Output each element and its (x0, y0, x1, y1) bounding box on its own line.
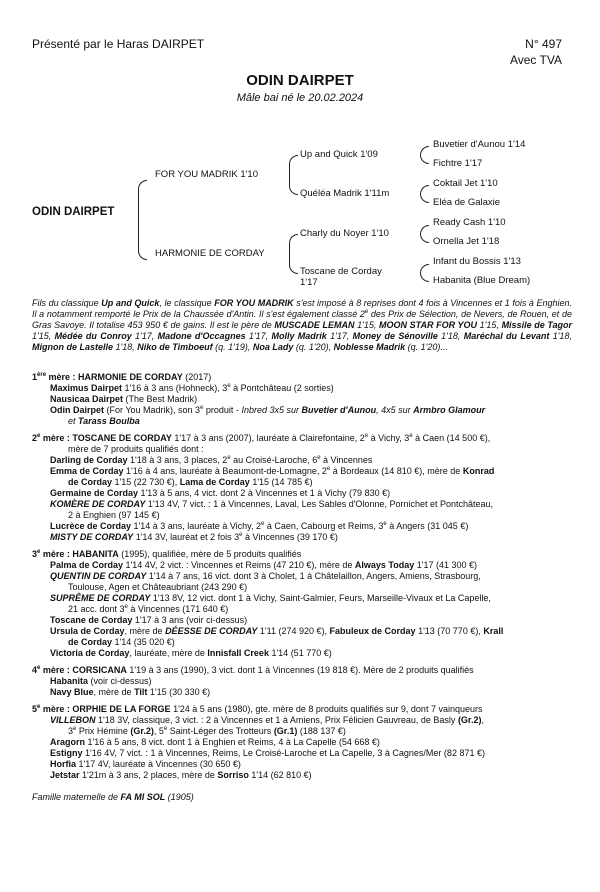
list-item: 3e Prix Hémine (Gr.2), 5e Saint-Léger des Trotteurs (Gr.1) (188 137 €) (68, 726, 346, 736)
dam1-heading: 1ère mère : HARMONIE DE CORDAY (2017) (32, 372, 212, 382)
pedigree-brace (420, 185, 429, 203)
list-item: Toulouse, Agen et Châteaubriant (243 290 €) (68, 582, 248, 592)
list-item: 21 acc. dont 3e à Vincennes (171 640 €) (68, 604, 229, 614)
presenter-text: Présenté par le Haras DAIRPET (32, 37, 205, 51)
pedigree-ssd: Fichtre 1'17 (433, 158, 483, 169)
pedigree-dsd: Ornella Jet 1'18 (433, 236, 500, 247)
pedigree-dam: HARMONIE DE CORDAY (155, 248, 265, 259)
pedigree-brace (420, 225, 429, 243)
list-item: Palma de Corday 1'14 4V, 2 vict. : Vincennes et Reims (47 210 €), mère de Always Today 1'17 (41 300 €) (50, 560, 478, 570)
horse-name: ODIN DAIRPET (246, 72, 354, 89)
dam2-heading: 2e mère : TOSCANE DE CORDAY 1'17 à 3 ans (2007), lauréate à Clairefontaine, 2e à Vichy, 3e à Caen (14 500 €), (32, 433, 491, 443)
list-item: Horfia 1'17 4V, lauréate à Vincennes (30 650 €) (50, 759, 241, 769)
list-item: Odin Dairpet (For You Madrik), son 3e produit - Inbred 3x5 sur Buvetier d'Aunou, 4x5 sur Armbro Glamour (50, 405, 486, 415)
maternal-family: Famille maternelle de FA MI SOL (1905) (32, 792, 194, 802)
list-item: de Corday 1'14 (35 020 €) (68, 637, 175, 647)
list-item: Nausicaa Dairpet (The Best Madrik) (50, 394, 198, 404)
list-item: Aragorn 1'16 à 5 ans, 8 vict. dont 1 à Enghien et Reims, 4 à La Capelle (54 668 €) (50, 737, 380, 747)
pedigree-sss: Buvetier d'Aunou 1'14 (433, 139, 526, 150)
pedigree-sire-dam: Quéléa Madrik 1'11m (300, 188, 390, 199)
list-item: Jetstar 1'21m à 3 ans, 2 places, mère de Sorriso 1'14 (62 810 €) (50, 770, 312, 780)
list-item: VILLEBON 1'18 3V, classique, 3 vict. : 2 à Vincennes et 1 à Amiens, Prix Félicien Gauvreau, de Basly (Gr.2), (50, 715, 484, 725)
pedigree-brace (420, 264, 429, 282)
pedigree-brace (289, 234, 298, 274)
list-item: Toscane de Corday 1'17 à 3 ans (voir ci-dessus) (50, 615, 248, 625)
dam5-heading: 5e mère : ORPHIE DE LA FORGE 1'24 à 5 ans (1980), gte. mère de 8 produits qualifiés sur 9, dont 7 vainqueurs (32, 704, 483, 714)
pedigree-dam-sire: Charly du Noyer 1'10 (300, 228, 389, 239)
list-item: Ursula de Corday, mère de DÉESSE DE CORDAY 1'11 (274 920 €), Fabuleux de Corday 1'13 (70 770 €), Krall (50, 626, 504, 636)
pedigree-subject: ODIN DAIRPET (32, 206, 115, 218)
list-item: et Tarass Boulba (68, 416, 140, 426)
list-item: Victoria de Corday, lauréate, mère de Innisfall Creek 1'14 (51 770 €) (50, 648, 332, 658)
list-item: Estigny 1'16 4V, 7 vict. : 1 à Vincennes, Reims, Le Croisé-Laroche et La Capelle, 3 à Cagnes/Mer (82 871 €) (50, 748, 485, 758)
list-item: Darling de Corday 1'18 à 3 ans, 3 places, 2e au Croisé-Laroche, 6e à Vincennes (50, 455, 373, 465)
pedigree-brace (420, 146, 429, 164)
horse-subtitle: Mâle bai né le 20.02.2024 (236, 92, 364, 104)
list-item: Habanita (voir ci-dessus) (50, 676, 152, 686)
pedigree-sire-sire: Up and Quick 1'09 (300, 149, 378, 160)
dam4-heading: 4e mère : CORSICANA 1'19 à 3 ans (1990), 3 vict. dont 1 à Vincennes (19 818 €). Mère de 2 produits qualifiés (32, 665, 474, 675)
dam3-heading: 3e mère : HABANITA (1995), qualifiée, mère de 5 produits qualifiés (32, 549, 302, 559)
pedigree-dam-dam: Toscane de Corday (300, 266, 382, 277)
list-item: 2 à Enghien (97 145 €) (68, 510, 160, 520)
pedigree-ddd: Habanita (Blue Dream) (433, 275, 531, 286)
list-item: de Corday 1'15 (22 730 €), Lama de Corday 1'15 (14 785 €) (68, 477, 313, 487)
pedigree-brace (289, 155, 298, 195)
sire-description: Fils du classique Up and Quick, le classique FOR YOU MADRIK s'est imposé à 8 reprises dont 4 fois à Vincennes et 1 fois à Enghien. Il a notamment remporté le Prix de la Chaussée d'Antin. Il s'est également classé 2e des Prix de Sélection, de Nevers, de Rouen, et de Gras Savoye. Il totalise 453 950 € de gains. Il est le père de MUSCADE LEMAN 1'15, MOON STAR FOR YOU 1'15, Missile de Tagor 1'15, Médée du Conroy 1'17, Madone d'Occagnes 1'17, Molly Madrik 1'17, Money de Sénoville 1'18, Maréchal du Levant 1'18, Mignon de Lastelle 1'18, Niko de Timboeuf (q. 1'19), Noa Lady (q. 1'20), Noblesse Madrik (q. 1'20)... (32, 298, 573, 352)
list-item: MISTY DE CORDAY 1'14 3V, lauréat et 2 fois 3e à Vincennes (39 170 €) (50, 532, 338, 542)
list-item: Navy Blue, mère de Tilt 1'15 (30 330 €) (50, 687, 211, 697)
list-item: Lucrèce de Corday 1'14 à 3 ans, lauréate à Vichy, 2e à Caen, Cabourg et Reims, 3e à Angers (31 045 €) (50, 521, 469, 531)
dam2-heading-line2: mère de 7 produits qualifiés dont : (68, 444, 204, 454)
list-item: Emma de Corday 1'16 à 4 ans, lauréate à Beaumont-de-Lomagne, 2e à Bordeaux (14 810 €), mère de Konrad (50, 466, 495, 476)
pedigree-dss: Ready Cash 1'10 (433, 217, 506, 228)
pedigree-dam-dam-time: 1'17 (300, 277, 318, 288)
list-item: Germaine de Corday 1'13 à 5 ans, 4 vict. dont 2 à Vincennes et 1 à Vichy (79 830 €) (50, 488, 391, 498)
list-item: KOMÈRE DE CORDAY 1'13 4V, 7 vict. : 1 à Vincennes, Laval, Les Sables d'Olonne, Pornichet et Pontchâteau, (50, 499, 494, 509)
list-item: QUENTIN DE CORDAY 1'14 à 7 ans, 16 vict. dont 3 à Cholet, 1 à Châtelaillon, Angers, Amiens, Strasbourg, (50, 571, 481, 581)
pedigree-dds: Infant du Bossis 1'13 (433, 256, 521, 267)
list-item: Maximus Dairpet 1'16 à 3 ans (Hohneck), 3e à Pontchâteau (2 sorties) (50, 383, 334, 393)
pedigree-brace (138, 180, 147, 260)
pedigree-sds: Coktail Jet 1'10 (433, 178, 498, 189)
pedigree-sdd: Eléa de Galaxie (433, 197, 501, 208)
pedigree-sire: FOR YOU MADRIK 1'10 (155, 169, 258, 180)
tax-note: Avec TVA (509, 53, 562, 67)
lot-number: N° 497 (525, 37, 562, 51)
list-item: SUPRÊME DE CORDAY 1'13 8V, 12 vict. dont 1 à Vichy, Saint-Galmier, Feurs, Marseille-Vivaux et La Capelle, (50, 593, 491, 603)
